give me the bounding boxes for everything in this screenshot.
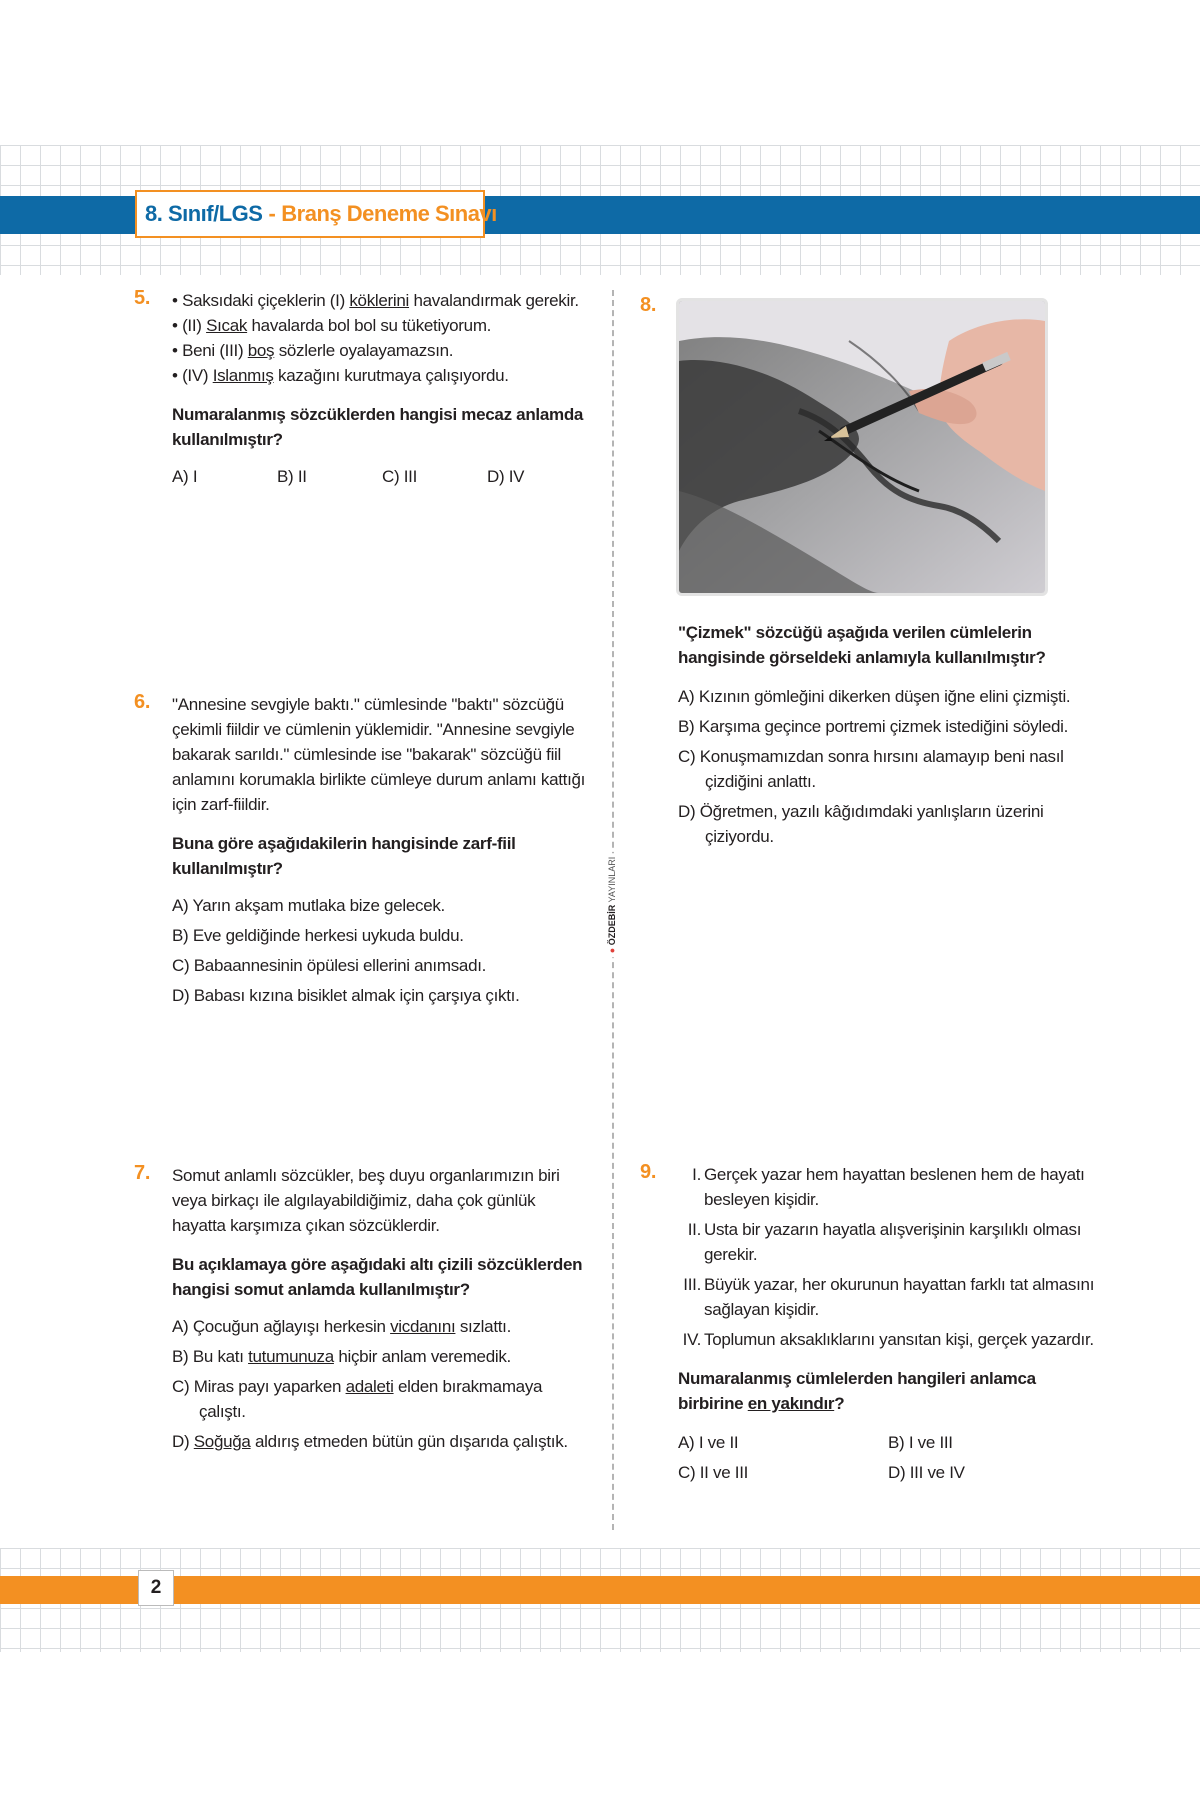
question-prompt: Buna göre aşağıdakilerin hangisinde zarf-fiil kullanılmıştır?: [172, 834, 516, 878]
option-b[interactable]: B) Bu katı tutumunuza hiçbir anlam veremedik.: [172, 1347, 511, 1366]
statement-2: II. Usta bir yazarın hayatla alışverişinin karşılıklı olması gerekir.: [687, 1220, 1082, 1264]
question-number: 6.: [134, 691, 151, 713]
header-grade: 8. Sınıf/LGS: [145, 201, 263, 226]
question-stem: "Annesine sevgiyle baktı." cümlesinde "baktı" sözcüğü çekimli fiildir ve cümlenin yüklemidir. "Annesine sevgiyle bakarak sarıldı." cümlesinde ise "bakarak" sözcüğü fiil anlamını korumakla birlikte cümleye durum anlamı kattığı için zarf-fiildir.: [172, 695, 586, 814]
statement-3: • Beni (III) boş sözlerle oyalayamazsın.: [172, 341, 454, 360]
question-prompt: "Çizmek" sözcüğü aşağıda verilen cümlelerin hangisinde görseldeki anlamıyla kullanılmıştır?: [678, 623, 1046, 667]
question-9: [640, 1161, 1098, 1485]
option-c[interactable]: C) Babaannesinin öpülesi ellerini anımsadı.: [172, 956, 487, 975]
question-number: 9.: [640, 1161, 657, 1183]
option-a[interactable]: A) Yarın akşam mutlaka bize gelecek.: [172, 896, 445, 915]
answer-options: [678, 1430, 1098, 1485]
question-7: [134, 1162, 592, 1454]
answer-options: [172, 464, 592, 489]
page-header: [135, 190, 497, 238]
statement-1: • Saksıdaki çiçeklerin (I) köklerini havalandırmak gerekir.: [172, 291, 579, 310]
question-prompt: Numaralanmış cümlelerden hangileri anlamca birbirine en yakındır?: [678, 1369, 1036, 1413]
footer-band: [0, 1576, 1200, 1604]
option-d[interactable]: D) Babası kızına bisiklet almak için çarşıya çıktı.: [172, 986, 520, 1005]
statement-4: • (IV) Islanmış kazağını kurutmaya çalışıyordu.: [172, 366, 509, 385]
question-6: [134, 691, 592, 1008]
question-number: 5.: [134, 287, 151, 309]
header-title: Branş Deneme Sınavı: [281, 201, 497, 226]
option-b[interactable]: B) I ve III: [888, 1433, 953, 1452]
question-stem: Somut anlamlı sözcükler, beş duyu organlarımızın biri veya birkaçı ile algılayabildiğimiz, daha çok günlük hayatta karşımıza çıkan sözcüklerdir.: [172, 1166, 560, 1235]
option-b[interactable]: B) Eve geldiğinde herkesi uykuda buldu.: [172, 926, 464, 945]
option-a[interactable]: A) I ve II: [678, 1433, 739, 1452]
question-number: 7.: [134, 1162, 151, 1184]
option-b[interactable]: B) Karşıma geçince portremi çizmek istediğini söyledi.: [678, 717, 1069, 736]
statement-3: III. Büyük yazar, her okurunun hayattan farklı tat almasını sağlayan kişidir.: [683, 1275, 1095, 1319]
header-separator: -: [268, 201, 276, 226]
drawing-photo: [676, 298, 1048, 596]
option-c[interactable]: C) II ve III: [678, 1463, 749, 1482]
question-prompt: Numaralanmış sözcüklerden hangisi mecaz anlamda kullanılmıştır?: [172, 405, 584, 449]
option-c[interactable]: C) Miras payı yaparken adaleti elden bırakmamaya çalıştı.: [172, 1377, 543, 1421]
hand-drawing-portrait-image: [679, 301, 1045, 593]
page-number: 2: [138, 1570, 174, 1606]
option-d[interactable]: D) Öğretmen, yazılı kâğıdımdaki yanlışların üzerini çiziyordu.: [678, 802, 1044, 846]
question-5: [134, 287, 592, 489]
option-a[interactable]: A) Kızının gömleğini dikerken düşen iğne elini çizmişti.: [678, 687, 1071, 706]
publisher-brand: ÖZDEBİR: [607, 904, 617, 946]
option-d[interactable]: D) Soğuğa aldırış etmeden bütün gün dışarıda çalıştık.: [172, 1432, 568, 1451]
option-d[interactable]: D) III ve IV: [888, 1463, 965, 1482]
option-a[interactable]: A) I: [172, 467, 198, 486]
question-prompt: Bu açıklamaya göre aşağıdaki altı çizili sözcüklerden hangisi somut anlamda kullanılmıştır?: [172, 1255, 583, 1299]
option-c[interactable]: C) Konuşmamızdan sonra hırsını alamayıp beni nasıl çizdiğini anlattı.: [678, 747, 1064, 791]
option-d[interactable]: D) IV: [487, 467, 525, 486]
option-b[interactable]: B) II: [277, 467, 307, 486]
publisher-suffix: YAYINLARI: [607, 856, 617, 903]
statement-1: I. Gerçek yazar hem hayattan beslenen hem de hayatı besleyen kişidir.: [692, 1165, 1085, 1209]
option-a[interactable]: A) Çocuğun ağlayışı herkesin vicdanını sızlattı.: [172, 1317, 512, 1336]
publisher-logo-icon: ●: [607, 947, 617, 954]
statement-2: • (II) Sıcak havalarda bol bol su tüketiyorum.: [172, 316, 492, 335]
option-c[interactable]: C) III: [382, 467, 418, 486]
statement-4: IV. Toplumun aksaklıklarını yansıtan kişi, gerçek yazardır.: [682, 1330, 1094, 1349]
question-number: 8.: [640, 294, 657, 316]
question-8: [678, 620, 1088, 849]
publisher-side-label: [607, 853, 617, 957]
